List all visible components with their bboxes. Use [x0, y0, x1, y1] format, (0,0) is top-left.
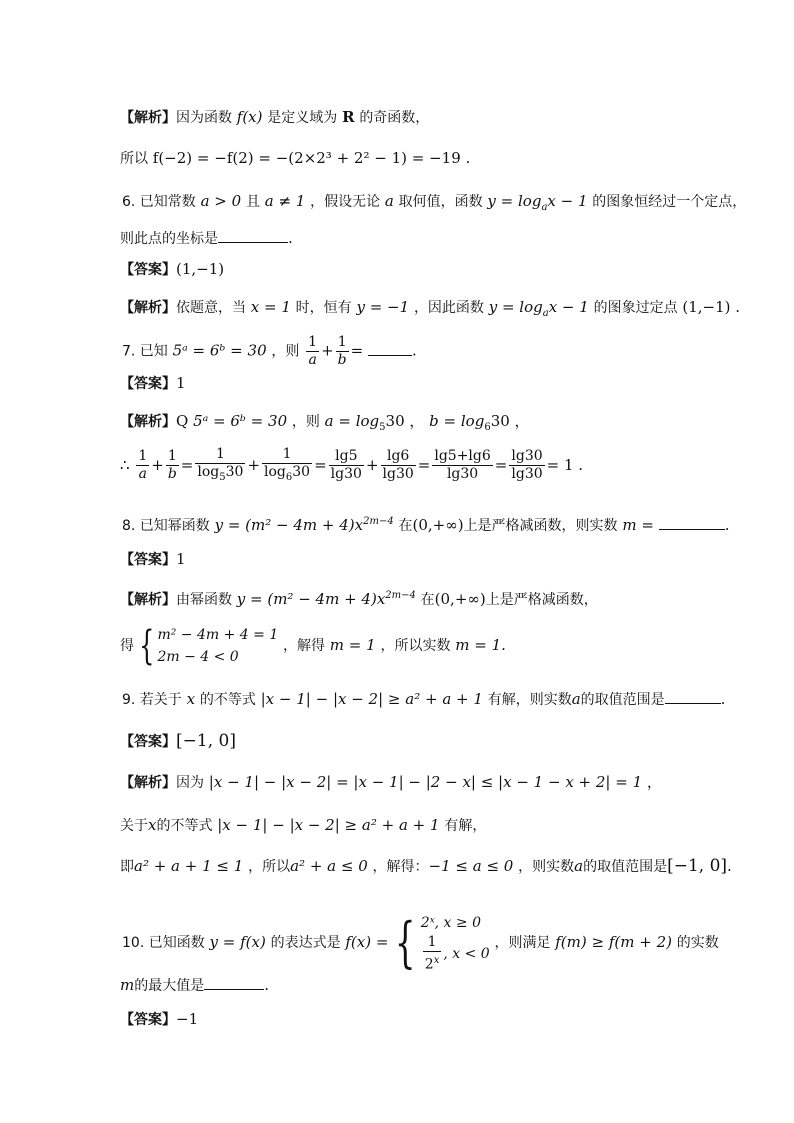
analysis-9: 【解析】因为 |x − 1| − |x − 2| = |x − 1| − |2 − x| ≤ |x − 1 − x + 2| = 1 ， — [120, 773, 662, 791]
question-10: 10. 已知函数 y = f(x) 的表达式是 f(x) = { 2ˣ, x ≥ 0 $\frac{1}{2^x}$ , x < 0 ，则满足 f(m) ≥ f(m + 2) 的实数 — [122, 910, 719, 974]
question-9: 9. 若关于 x 的不等式 |x − 1| − |x − 2| ≥ a² + a + 1 有解，则实数a的取值范围是 . — [122, 690, 726, 708]
question-8: 8. 已知幂函数 $y = (m^2 - 4m + 4)x^{2m-4}$ 在(0,+∞)上是严格减函数，则实数 m = . — [122, 516, 730, 534]
question-10-line-2: m的最大值是 . — [120, 976, 270, 994]
analysis-6: 【解析】依题意，当 x = 1 时，恒有 y = −1 ，因此函数 $y = \log_ax - 1$ 的图象过定点 (1,−1) . — [120, 298, 741, 319]
analysis-line-2: 所以 f(−2) = −f(2) = −(2×2³ + 2² − 1) = −19 . — [120, 149, 471, 167]
answer-10: 【答案】−1 — [120, 1010, 199, 1028]
answer-7: 【答案】1 — [120, 374, 186, 392]
answer-blank — [368, 341, 412, 356]
analysis-7-formula: ∴ $\frac{1}{a}$ + $\frac{1}{b}$ = $\frac{1}{\log_530}$ + $\frac{1}{\log_630}$ = $\frac{\lg 5}{\lg 30}$ + $\frac{\lg 6}{\lg 30}$ = $\frac{\lg 5+\lg 6}{\lg 30}$ = $\frac{\lg 30}{\lg 30}$ = 1 . — [120, 446, 584, 483]
question-6-line-2: 则此点的坐标是 . — [120, 229, 293, 247]
analysis-8-system: 得 { m² − 4m + 4 = 1 2m − 4 < 0 ，解得 m = 1 ，所以实数 m = 1. — [120, 623, 506, 669]
answer-blank — [659, 515, 725, 530]
analysis-8: 【解析】由幂函数 $y = (m^2 - 4m + 4)x^{2m-4}$ 在(0,+∞)上是严格减函数， — [120, 590, 598, 608]
answer-8: 【答案】1 — [120, 550, 186, 568]
analysis-7: 【解析】Q 5ᵃ = 6ᵇ = 30 ，则 $a = \log_530$ ， $b = \log_630$ ， — [120, 412, 530, 433]
answer-blank — [218, 228, 288, 243]
question-6: 6. 已知常数 a > 0 且 a ≠ 1 ，假设无论 a 取何值，函数 $y = \log_ax - 1$ 的图象恒经过一个定点， — [122, 192, 747, 213]
answer-blank — [665, 689, 721, 704]
answer-9: 【答案】[−1, 0] — [120, 731, 236, 751]
analysis-label: 【解析】 — [120, 110, 176, 126]
analysis-9-line-2: 关于x的不等式 |x − 1| − |x − 2| ≥ a² + a + 1 有解， — [120, 816, 487, 834]
answer-6: 【答案】(1,−1) — [120, 260, 225, 278]
analysis-9-line-3: 即a² + a + 1 ≤ 1 ，所以a² + a ≤ 0 ，解得：−1 ≤ a ≤ 0 ，则实数a的取值范围是[−1, 0]. — [120, 856, 732, 876]
analysis-line-1: 【解析】因为函数 f(x) 是定义域为 R 的奇函数， — [120, 108, 430, 126]
answer-blank — [204, 975, 264, 990]
question-7: 7. 已知 5ᵃ = 6ᵇ = 30 ，则 $\frac{1}{a}$ + $\frac{1}{b}$ = . — [122, 334, 417, 368]
